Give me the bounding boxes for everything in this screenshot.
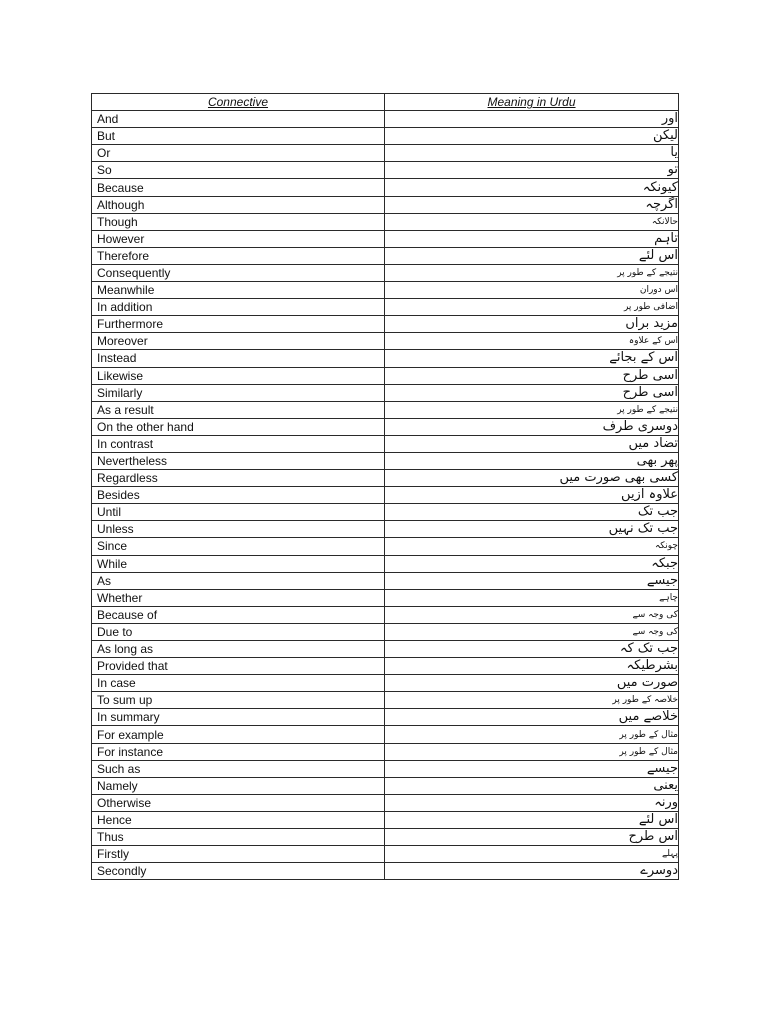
connectives-table (91, 93, 679, 880)
table-row (92, 179, 679, 196)
urdu-meaning-cell (385, 623, 679, 640)
urdu-meaning-text: اسی طرح (622, 367, 678, 383)
table-body (92, 111, 679, 880)
urdu-meaning-cell (385, 316, 679, 333)
urdu-meaning-text: کی وجہ سے (632, 609, 678, 620)
table-row (92, 777, 679, 794)
urdu-meaning-cell (385, 760, 679, 777)
urdu-meaning-cell (385, 777, 679, 794)
connective-cell: Furthermore (92, 316, 385, 333)
table-row (92, 555, 679, 572)
urdu-meaning-cell (385, 264, 679, 281)
connective-cell: Moreover (92, 333, 385, 350)
connective-cell: But (92, 128, 385, 145)
urdu-meaning-cell (385, 487, 679, 504)
urdu-meaning-text: اگرچہ (645, 196, 678, 212)
urdu-meaning-cell (385, 589, 679, 606)
urdu-meaning-text: چاہے (659, 592, 678, 603)
table-row (92, 538, 679, 555)
urdu-meaning-cell (385, 555, 679, 572)
table-row (92, 333, 679, 350)
urdu-meaning-text: جب تک (637, 504, 678, 520)
urdu-meaning-text: حالانکہ (651, 216, 678, 227)
table-row (92, 623, 679, 640)
urdu-meaning-text: جب تک نہیں (608, 521, 678, 537)
table-row (92, 401, 679, 418)
table-row (92, 760, 679, 777)
urdu-meaning-text: نتیجے کے طور پر (617, 404, 678, 415)
connective-cell: Thus (92, 829, 385, 846)
table-row (92, 350, 679, 367)
table-row (92, 264, 679, 281)
table-row (92, 299, 679, 316)
urdu-meaning-text: اس کے بجائے (609, 350, 678, 366)
urdu-meaning-text: خلاصے میں (618, 709, 678, 725)
urdu-meaning-text: ورنہ (654, 794, 678, 810)
urdu-meaning-cell (385, 606, 679, 623)
header-meaning-in-urdu: Meaning in Urdu (385, 94, 679, 111)
urdu-meaning-cell (385, 350, 679, 367)
urdu-meaning-cell (385, 196, 679, 213)
urdu-meaning-text: اور (661, 111, 678, 127)
header-connective: Connective (92, 94, 385, 111)
urdu-meaning-text: جبکہ (651, 555, 678, 571)
connective-cell: On the other hand (92, 418, 385, 435)
connective-cell: And (92, 111, 385, 128)
connective-cell: Though (92, 213, 385, 230)
connective-cell: As (92, 572, 385, 589)
urdu-meaning-cell (385, 452, 679, 469)
urdu-meaning-cell (385, 846, 679, 863)
urdu-meaning-cell (385, 418, 679, 435)
table-row (92, 111, 679, 128)
urdu-meaning-cell (385, 572, 679, 589)
urdu-meaning-cell (385, 128, 679, 145)
table-row (92, 435, 679, 452)
connective-cell: Hence (92, 811, 385, 828)
urdu-meaning-text: تضاد میں (628, 435, 678, 451)
urdu-meaning-text: کی وجہ سے (632, 626, 678, 637)
connective-cell: In addition (92, 299, 385, 316)
connective-cell: While (92, 555, 385, 572)
urdu-meaning-text: دوسری طرف (602, 418, 678, 434)
table-row (92, 213, 679, 230)
urdu-meaning-cell (385, 145, 679, 162)
urdu-meaning-cell (385, 521, 679, 538)
urdu-meaning-cell (385, 794, 679, 811)
connective-cell: Or (92, 145, 385, 162)
table-row (92, 162, 679, 179)
table-row (92, 811, 679, 828)
urdu-meaning-text: جیسے (646, 572, 678, 588)
urdu-meaning-cell (385, 829, 679, 846)
urdu-meaning-text: تاہم (654, 230, 678, 246)
connective-cell: Although (92, 196, 385, 213)
table-row (92, 384, 679, 401)
urdu-meaning-text: بشرطیکہ (626, 658, 678, 674)
connective-cell: However (92, 230, 385, 247)
urdu-meaning-text: پہلے (661, 849, 678, 860)
urdu-meaning-text: یا (670, 145, 678, 161)
connective-cell: Secondly (92, 863, 385, 880)
connective-cell: Besides (92, 487, 385, 504)
urdu-meaning-cell (385, 230, 679, 247)
urdu-meaning-text: جب تک کہ (619, 641, 678, 657)
connective-cell: Nevertheless (92, 452, 385, 469)
table-row (92, 572, 679, 589)
table-row (92, 863, 679, 880)
urdu-meaning-text: مثال کے طور پر (619, 746, 678, 757)
urdu-meaning-cell (385, 743, 679, 760)
table-header-row (92, 94, 679, 111)
urdu-meaning-cell (385, 111, 679, 128)
urdu-meaning-cell (385, 538, 679, 555)
table-row (92, 282, 679, 299)
connective-cell: In case (92, 675, 385, 692)
connective-cell: Due to (92, 623, 385, 640)
urdu-meaning-cell (385, 401, 679, 418)
table-row (92, 658, 679, 675)
connective-cell: Firstly (92, 846, 385, 863)
connective-cell: In summary (92, 709, 385, 726)
table-row (92, 589, 679, 606)
connective-cell: Namely (92, 777, 385, 794)
connective-cell: As a result (92, 401, 385, 418)
connective-cell: Consequently (92, 264, 385, 281)
table-row (92, 726, 679, 743)
table-row (92, 247, 679, 264)
connective-cell: Whether (92, 589, 385, 606)
table-row (92, 452, 679, 469)
urdu-meaning-text: لیکن (653, 128, 678, 144)
table-row (92, 692, 679, 709)
connective-cell: Therefore (92, 247, 385, 264)
urdu-meaning-cell (385, 162, 679, 179)
urdu-meaning-cell (385, 641, 679, 658)
connective-cell: To sum up (92, 692, 385, 709)
urdu-meaning-text: پھر بھی (636, 453, 678, 469)
urdu-meaning-text: نتیجے کے طور پر (617, 267, 678, 278)
urdu-meaning-text: یعنی (653, 777, 678, 793)
urdu-meaning-text: کیونکہ (642, 179, 678, 195)
urdu-meaning-cell (385, 811, 679, 828)
table-row (92, 794, 679, 811)
urdu-meaning-text: دوسرے (640, 863, 678, 879)
connective-cell: Until (92, 504, 385, 521)
urdu-meaning-cell (385, 299, 679, 316)
table-row (92, 487, 679, 504)
urdu-meaning-cell (385, 504, 679, 521)
urdu-meaning-text: مزید براں (625, 316, 678, 332)
urdu-meaning-cell (385, 384, 679, 401)
urdu-meaning-text: تو (667, 162, 678, 178)
urdu-meaning-text: جیسے (646, 760, 678, 776)
table-row (92, 145, 679, 162)
table-row (92, 829, 679, 846)
urdu-meaning-text: اس لئے (638, 811, 678, 827)
table-row (92, 641, 679, 658)
table-row (92, 470, 679, 487)
urdu-meaning-text: اس کے علاوہ (628, 336, 678, 347)
urdu-meaning-cell (385, 709, 679, 726)
connective-cell: Likewise (92, 367, 385, 384)
connective-cell: Meanwhile (92, 282, 385, 299)
connective-cell: Regardless (92, 470, 385, 487)
urdu-meaning-text: صورت میں (616, 675, 678, 691)
connective-cell: Unless (92, 521, 385, 538)
urdu-meaning-text: مثال کے طور پر (619, 729, 678, 740)
connective-cell: Provided that (92, 658, 385, 675)
table-row (92, 504, 679, 521)
connective-cell: So (92, 162, 385, 179)
urdu-meaning-cell (385, 863, 679, 880)
urdu-meaning-cell (385, 247, 679, 264)
table-row (92, 521, 679, 538)
table-row (92, 418, 679, 435)
connective-cell: Because of (92, 606, 385, 623)
urdu-meaning-cell (385, 367, 679, 384)
table-row (92, 846, 679, 863)
table-row (92, 367, 679, 384)
connective-cell: Similarly (92, 384, 385, 401)
urdu-meaning-cell (385, 333, 679, 350)
connective-cell: For example (92, 726, 385, 743)
urdu-meaning-text: کسی بھی صورت میں (559, 470, 678, 486)
urdu-meaning-cell (385, 213, 679, 230)
urdu-meaning-cell (385, 282, 679, 299)
connective-cell: For instance (92, 743, 385, 760)
urdu-meaning-text: خلاصہ کے طور پر (612, 695, 678, 706)
table-row (92, 196, 679, 213)
connective-cell: Since (92, 538, 385, 555)
table-row (92, 709, 679, 726)
table-row (92, 316, 679, 333)
urdu-meaning-cell (385, 435, 679, 452)
urdu-meaning-text: علاوہ ازیں (621, 487, 678, 503)
urdu-meaning-text: چونکہ (655, 541, 678, 552)
table-row (92, 743, 679, 760)
table-row (92, 128, 679, 145)
connective-cell: Instead (92, 350, 385, 367)
urdu-meaning-text: اس طرح (628, 829, 678, 845)
urdu-meaning-cell (385, 675, 679, 692)
urdu-meaning-cell (385, 692, 679, 709)
urdu-meaning-text: اس لئے (638, 247, 678, 263)
connective-cell: Because (92, 179, 385, 196)
urdu-meaning-cell (385, 179, 679, 196)
urdu-meaning-text: اسی طرح (622, 384, 678, 400)
urdu-meaning-cell (385, 470, 679, 487)
connective-cell: In contrast (92, 435, 385, 452)
table-row (92, 606, 679, 623)
connective-cell: Otherwise (92, 794, 385, 811)
connective-cell: As long as (92, 641, 385, 658)
connective-cell: Such as (92, 760, 385, 777)
urdu-meaning-cell (385, 726, 679, 743)
urdu-meaning-cell (385, 658, 679, 675)
urdu-meaning-text: اس دوران (639, 285, 678, 296)
table-row (92, 230, 679, 247)
table-row (92, 675, 679, 692)
urdu-meaning-text: اضافی طور پر (623, 302, 678, 313)
